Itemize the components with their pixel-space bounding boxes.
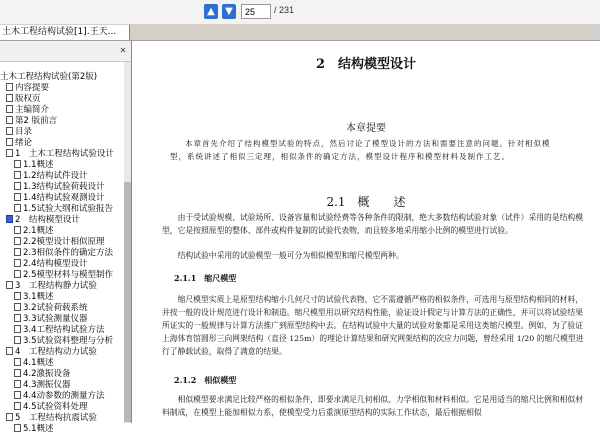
bookmark-label: 2.5模型材料与模型制作 (23, 270, 114, 280)
bookmark-icon (14, 314, 21, 322)
bookmark-label: 2.3相似条件的确定方法 (23, 248, 114, 258)
summary-body: 本章首先介绍了结构模型试验的特点，然后讨论了模型设计的方法和需要注意的问题。针对相似模型，系统讲述了相似三定理，相似条件的确定方法，模型设计程序和模型材料及制作工艺。 (170, 139, 551, 161)
bookmark-label: 3.3试验测量仪器 (23, 314, 88, 324)
bookmark-icon (14, 380, 21, 388)
bookmark-label: 3 工程结构静力试验 (15, 281, 97, 291)
bookmark-label: 4.3测振仪器 (23, 380, 71, 390)
next-page-button[interactable] (222, 4, 236, 19)
bookmark-item[interactable] (0, 204, 124, 215)
bookmark-icon (14, 160, 21, 168)
bookmark-label: 绪论 (15, 138, 33, 148)
bookmark-item[interactable] (0, 193, 124, 204)
bookmark-item[interactable] (0, 281, 124, 292)
page-number-input[interactable]: 25 (241, 4, 271, 19)
tab-document[interactable]: 土木工程结构试验[1].王天... (0, 25, 130, 40)
bookmark-item[interactable] (0, 149, 124, 160)
bookmark-icon (6, 116, 13, 124)
arrow-up-icon: ▲ (207, 6, 215, 17)
bookmark-icon (14, 193, 21, 201)
bookmark-item[interactable] (0, 237, 124, 248)
bookmark-label: 内容提要 (15, 83, 50, 93)
bookmark-item[interactable] (0, 314, 124, 325)
bookmark-label: 3.5试验资料整理与分析 (23, 336, 114, 346)
bookmark-icon (14, 259, 21, 267)
subsection-heading: 2.1.1 缩尺模型 (174, 273, 237, 283)
bookmark-icon (6, 94, 13, 102)
bookmark-icon (14, 336, 21, 344)
bookmark-icon (14, 424, 21, 432)
bookmark-item[interactable] (0, 347, 124, 358)
bookmark-item[interactable] (0, 72, 124, 83)
bookmark-item[interactable] (0, 325, 124, 336)
bookmark-label: 2.4结构模型设计 (23, 259, 88, 269)
bookmark-label: 2.2模型设计相似原理 (23, 237, 105, 247)
bookmark-icon (6, 215, 13, 223)
bookmark-icon (6, 83, 13, 91)
bookmark-item[interactable] (0, 160, 124, 171)
bookmark-item[interactable] (0, 402, 124, 413)
bookmark-item[interactable] (0, 182, 124, 193)
bookmark-icon (14, 402, 21, 410)
bookmark-icon (6, 105, 13, 113)
bookmark-label: 土木工程结构试验(第2版) (0, 72, 98, 82)
bookmark-icon (14, 171, 21, 179)
bookmark-icon (14, 358, 21, 366)
arrow-down-icon: ▼ (225, 6, 233, 17)
bookmark-icon (6, 281, 13, 289)
bookmark-icon (14, 237, 21, 245)
bookmark-label: 目录 (15, 127, 33, 137)
toolbar (0, 0, 600, 25)
bookmark-icon (14, 369, 21, 377)
bookmark-item[interactable] (0, 303, 124, 314)
bookmark-item[interactable] (0, 424, 124, 435)
bookmark-item[interactable] (0, 270, 124, 281)
bookmark-icon (6, 413, 13, 421)
bookmark-label: 4.1概述 (23, 358, 54, 368)
bookmark-icon (14, 226, 21, 234)
bookmark-item[interactable] (0, 369, 124, 380)
bookmark-item[interactable] (0, 127, 124, 138)
bookmark-label: 1.5试验大纲和试验报告 (23, 204, 114, 214)
bookmark-item[interactable] (0, 83, 124, 94)
bookmark-item[interactable] (0, 94, 124, 105)
bookmark-icon (6, 127, 13, 135)
sidebar-scrollbar[interactable] (124, 62, 131, 423)
bookmark-icon (14, 204, 21, 212)
bookmark-label: 4.5试验资料处理 (23, 402, 88, 412)
bookmark-label: 5.1概述 (23, 424, 54, 434)
bookmark-icon (14, 391, 21, 399)
bookmark-item[interactable] (0, 391, 124, 402)
bookmark-label: 4.2激振设备 (23, 369, 71, 379)
paragraph: 结构试验中采用的试验模型一般可分为相似模型和缩尺模型两种。 (177, 251, 404, 260)
section-title: 2.1 概 述 (326, 195, 406, 209)
bookmark-icon (6, 138, 13, 146)
bookmark-label: 3.2试验荷载系统 (23, 303, 88, 313)
bookmark-label: 1.4结构试验观测设计 (23, 193, 105, 203)
paragraph: 由于受试验规模、试验场所、设备容量和试验经费等各种条件的限制，绝大多数结构试验对象（试件）采用的是结构模型，它是按照原型的整体、部件或构件复制的试验代表物，而且较多地采用缩小比例的模型进行试验。 (162, 213, 584, 235)
summary-title: 本章提要 (346, 123, 386, 134)
bookmark-icon (14, 325, 21, 333)
bookmark-icon (14, 292, 21, 300)
bookmark-label: 第2 版前言 (15, 116, 58, 126)
bookmark-item[interactable] (0, 413, 124, 424)
bookmark-icon (14, 182, 21, 190)
subsection-heading: 2.1.2 相似模型 (174, 375, 237, 385)
bookmark-label: 5 工程结构抗震试验 (15, 413, 97, 423)
bookmark-icon (6, 347, 13, 355)
sidebar-header (0, 41, 131, 62)
bookmark-item[interactable] (0, 138, 124, 149)
bookmark-label: 3.4工程结构试验方法 (23, 325, 105, 335)
bookmark-label: 1 土木工程结构试验设计 (15, 149, 114, 159)
bookmark-icon (14, 270, 21, 278)
bookmark-label: 版权页 (15, 94, 41, 104)
bookmark-item[interactable] (0, 215, 124, 226)
bookmark-label: 1.3结构试验荷载设计 (23, 182, 105, 192)
bookmarks-sidebar (0, 41, 132, 434)
tab-bar (0, 24, 600, 41)
close-icon[interactable]: ✕ (119, 46, 127, 55)
bookmark-label: 2 结构模型设计 (15, 215, 80, 225)
bookmark-icon (14, 248, 21, 256)
bookmark-item[interactable] (0, 358, 124, 369)
prev-page-button[interactable] (204, 4, 218, 19)
bookmark-item[interactable] (0, 336, 124, 347)
document-page (132, 41, 600, 423)
bookmark-item[interactable] (0, 292, 124, 303)
page-total: / 231 (274, 5, 295, 15)
chapter-title: 2 结构模型设计 (315, 57, 417, 72)
bookmark-item[interactable] (0, 259, 124, 270)
bookmark-label: 4 工程结构动力试验 (15, 347, 97, 357)
bookmark-item[interactable] (0, 226, 124, 237)
bookmark-label: 1.2结构试件设计 (23, 171, 88, 181)
bookmark-outline (0, 72, 124, 435)
bookmark-item[interactable] (0, 116, 124, 127)
bookmark-item[interactable] (0, 248, 124, 259)
bookmark-label: 2.1概述 (23, 226, 54, 236)
paragraph: 缩尺模型实质上是原型结构缩小几何尺寸的试验代表物，它不需遵循严格的相似条件，可选用与原型结构相同的材料，并按一般的设计规范进行设计和制造。缩尺模型用以研究结构性能，验证设计假定与计算方法的正确性，并可以将试验结果所证实的一般规律与计算方法推广到原型结构中去。在结构试验中大量的试验对象都是采用这类缩尺模型。例如，为了验证上海体育馆圆形三向网架结构（直径 125m）的理论计算结果和研究网架结构的次应力问题，曾经采用 1/20 的缩尺模型进行了静载试验，取得了满意的结果。 (162, 295, 584, 356)
bookmark-label: 1.1概述 (23, 160, 54, 170)
bookmark-item[interactable] (0, 171, 124, 182)
bookmark-label: 3.1概述 (23, 292, 54, 302)
paragraph: 相似模型要求满足比较严格的相似条件，即要求满足几何相似、力学相似和材料相似。它是用适当的缩尺比例和相似材料制成，在模型上能加相似力系，使模型受力后重演原型结构的实际工作状态，最后根据相似 (162, 395, 584, 417)
bookmark-icon (6, 149, 13, 157)
bookmark-label: 主编简介 (15, 105, 50, 115)
bookmark-icon (14, 303, 21, 311)
bookmark-label: 4.4动参数的测量方法 (23, 391, 105, 401)
bookmark-item[interactable] (0, 105, 124, 116)
bookmark-item[interactable] (0, 380, 124, 391)
scrollbar-thumb[interactable] (124, 182, 131, 422)
